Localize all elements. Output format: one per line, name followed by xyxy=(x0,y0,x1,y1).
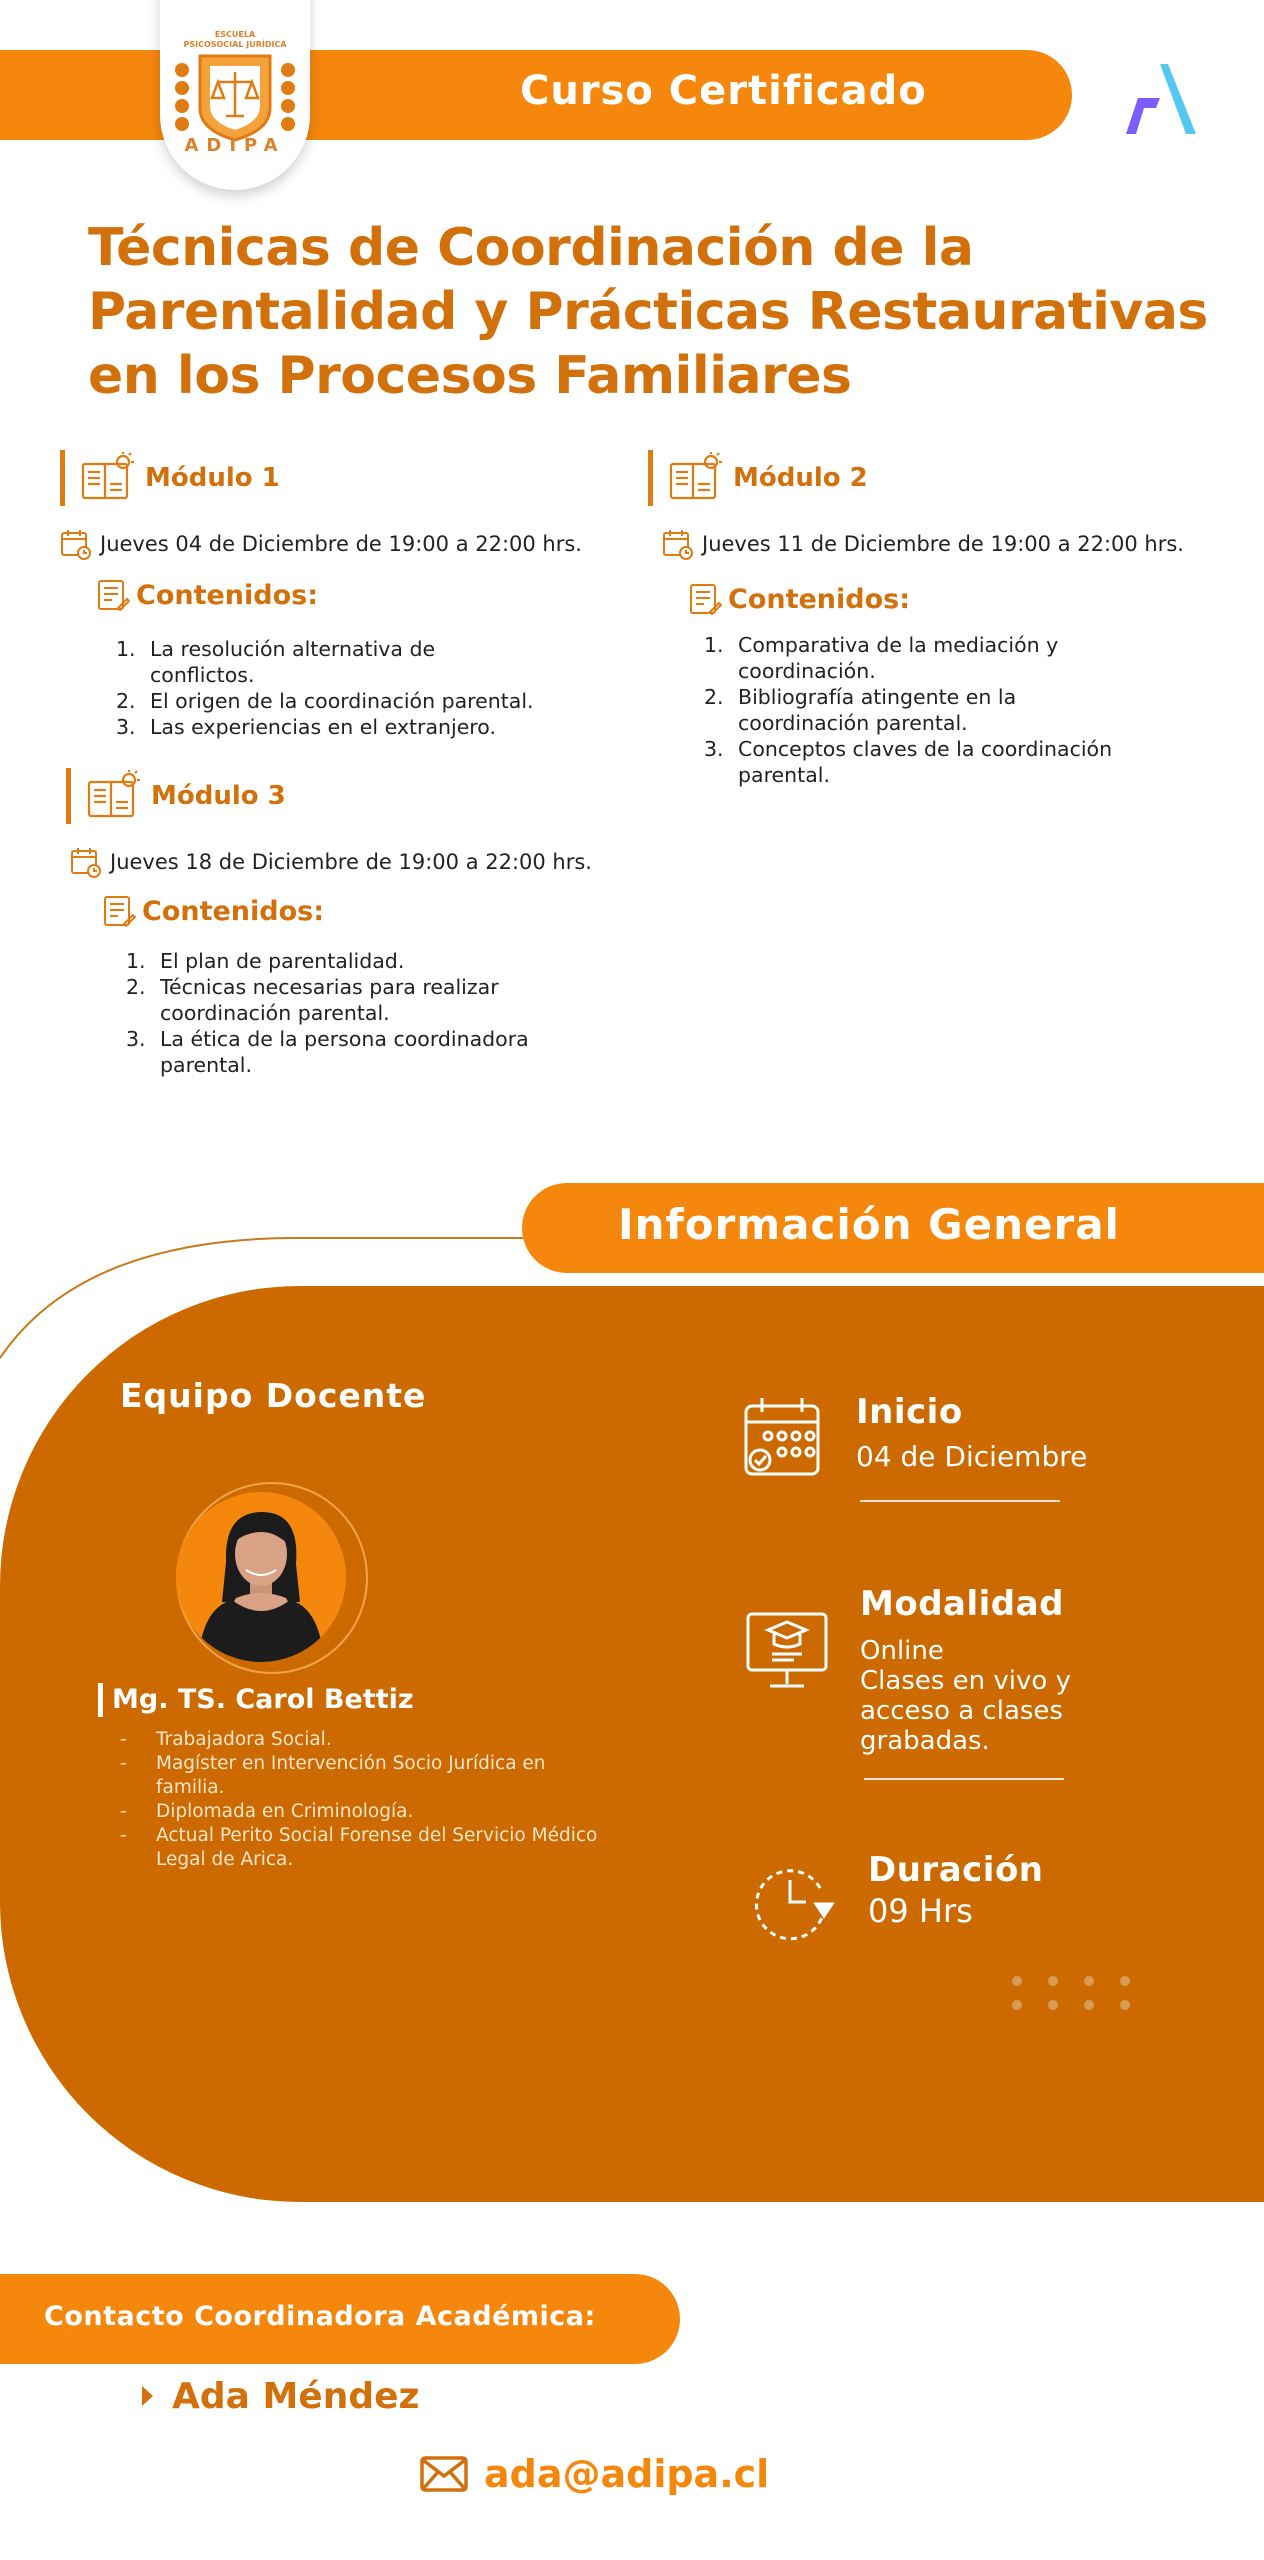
list-item: 2. El origen de la coordinación parental. xyxy=(116,689,534,713)
crest-shield-icon xyxy=(160,0,310,190)
separator xyxy=(864,1778,1064,1780)
teacher-bio-list xyxy=(120,1728,640,1872)
module-header xyxy=(66,768,286,824)
list-item: 1. La resolución alternativa de conflictos. xyxy=(116,637,436,687)
module-label: Módulo 3 xyxy=(151,781,286,811)
contents-list xyxy=(704,632,1194,788)
caret-right-icon xyxy=(142,2386,153,2406)
calendar-check-icon xyxy=(740,1396,826,1482)
list-item: 1. El plan de parentalidad. xyxy=(126,949,405,973)
module-label: Módulo 1 xyxy=(145,463,280,493)
course-title: Técnicas de Coordinación de la Parentalidad y Prácticas Restaurativas en los Procesos Familiares xyxy=(88,218,1208,406)
list-item: 2. Técnicas necesarias para realizar coordinación parental. xyxy=(126,975,499,1025)
mail-icon xyxy=(420,2456,468,2492)
module-label: Módulo 2 xyxy=(733,463,868,493)
module-date: Jueves 18 de Diciembre de 19:00 a 22:00 hrs. xyxy=(70,846,592,878)
contents-heading: Contenidos: xyxy=(102,894,324,928)
list-item: - Magíster en Intervención Socio Jurídica en familia. xyxy=(120,1753,546,1798)
list-item: - Actual Perito Social Forense del Servicio Médico Legal de Arica. xyxy=(120,1825,598,1870)
online-class-icon xyxy=(744,1608,830,1694)
module-date: Jueves 04 de Diciembre de 19:00 a 22:00 hrs. xyxy=(60,528,582,560)
module-book-icon xyxy=(667,452,723,504)
contents-heading: Contenidos: xyxy=(688,582,910,616)
module-header xyxy=(60,450,280,506)
teacher-avatar xyxy=(176,1492,346,1662)
calendar-icon xyxy=(60,528,92,560)
module-3 xyxy=(66,768,626,1098)
crest-school-text: ESCUELA PSICOSOCIAL JURÍDICA xyxy=(183,30,287,49)
contact-email-link[interactable]: ada@adipa.cl xyxy=(484,2452,770,2496)
duration-label: Duración xyxy=(868,1850,1044,1890)
list-item: 2. Bibliografía atingente en la coordinación parental. xyxy=(704,685,1017,735)
module-book-icon xyxy=(79,452,135,504)
teacher-name-marker xyxy=(98,1683,103,1717)
list-item: 3. La ética de la persona coordinadora parental. xyxy=(126,1027,529,1077)
contents-heading: Contenidos: xyxy=(96,578,318,612)
separator xyxy=(860,1500,1060,1502)
clock-timer-icon xyxy=(750,1858,836,1944)
crest-name: ADIPA xyxy=(184,135,286,156)
list-item: 3. Las experiencias en el extranjero. xyxy=(116,715,496,739)
list-item: - Diplomada en Criminología. xyxy=(120,1801,414,1822)
header-title: Curso Certificado xyxy=(520,68,927,114)
calendar-icon xyxy=(70,846,102,878)
start-value: 04 de Diciembre xyxy=(856,1440,1088,1473)
calendar-icon xyxy=(662,528,694,560)
module-header xyxy=(648,450,868,506)
team-title: Equipo Docente xyxy=(120,1376,427,1415)
document-edit-icon xyxy=(96,578,130,612)
list-item: 3. Conceptos claves de la coordinación parental. xyxy=(704,737,1113,787)
school-crest-logo xyxy=(160,0,310,190)
info-title: Información General xyxy=(618,1200,1120,1249)
teacher-photo-icon xyxy=(176,1492,346,1662)
document-edit-icon xyxy=(688,582,722,616)
adipa-a-logo-icon xyxy=(1120,58,1200,138)
contact-title: Contacto Coordinadora Académica: xyxy=(44,2301,596,2332)
duration-value: 09 Hrs xyxy=(868,1892,973,1930)
list-item: 1. Comparativa de la mediación y coordinación. xyxy=(704,633,1059,683)
module-1 xyxy=(60,450,620,750)
start-label: Inicio xyxy=(856,1392,963,1432)
decorative-dots xyxy=(1012,1976,1136,2020)
module-book-icon xyxy=(85,770,141,822)
document-edit-icon xyxy=(102,894,136,928)
contact-name: Ada Méndez xyxy=(172,2376,420,2417)
contents-list xyxy=(116,636,586,740)
list-item: - Trabajadora Social. xyxy=(120,1729,332,1750)
mode-value: Online Clases en vivo y acceso a clases grabadas. xyxy=(860,1636,1071,1756)
module-date: Jueves 11 de Diciembre de 19:00 a 22:00 hrs. xyxy=(662,528,1184,560)
mode-label: Modalidad xyxy=(860,1584,1064,1624)
teacher-name: Mg. TS. Carol Bettiz xyxy=(112,1684,414,1715)
module-2 xyxy=(648,450,1228,790)
contents-list xyxy=(126,948,596,1078)
